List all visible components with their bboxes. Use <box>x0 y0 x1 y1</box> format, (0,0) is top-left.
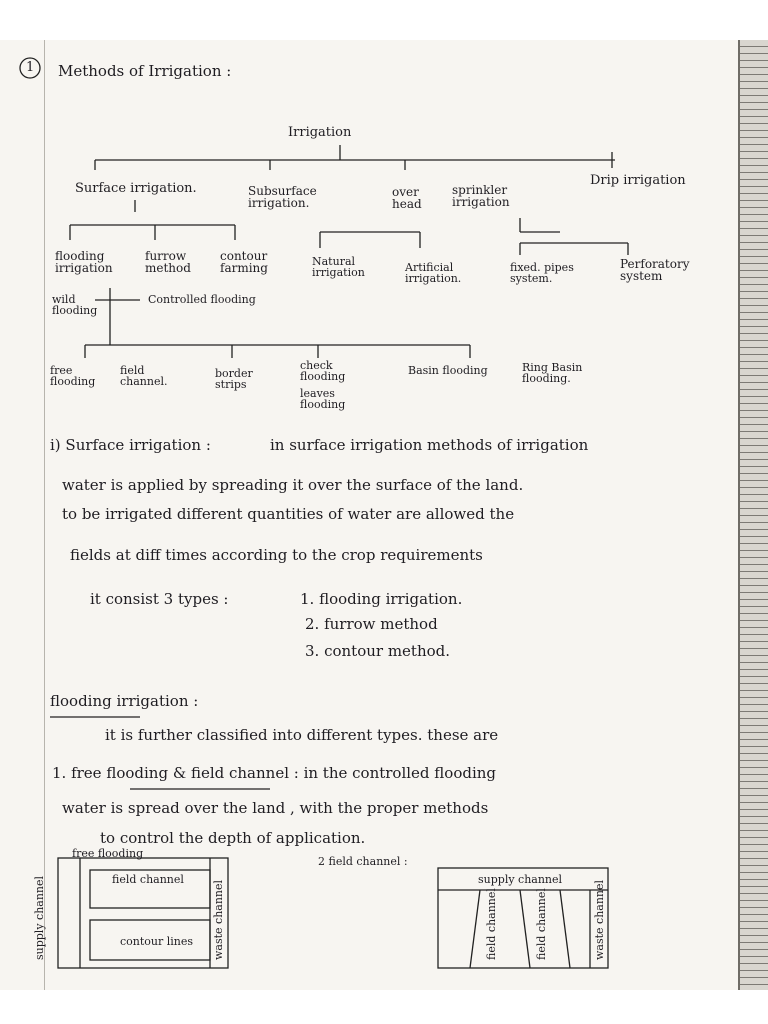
sketch-left-contour: contour lines <box>120 935 194 948</box>
tree-field-channel: field channel. <box>120 364 168 388</box>
section1-line0: in surface irrigation methods of irrigation <box>270 436 589 454</box>
section2-title: flooding irrigation : <box>50 692 199 710</box>
sketch-right-waste: waste channel <box>593 879 606 960</box>
tree-leaves: leaves flooding <box>300 387 346 411</box>
sketch-right-field1: field channel <box>485 888 498 960</box>
tree-root: Irrigation <box>288 125 352 140</box>
tree-controlled: Controlled flooding <box>148 293 256 306</box>
section2-item1: 1. free flooding & field channel : in the controlled flooding <box>52 764 497 782</box>
section1-type2: 2. furrow method <box>305 615 438 633</box>
sketch-left-waste: waste channel <box>212 879 225 960</box>
tree-check: check flooding <box>300 359 346 383</box>
section1-type1: 1. flooding irrigation. <box>300 590 463 608</box>
section1-line2: to be irrigated different quantities of water are allowed the <box>62 505 515 523</box>
sketch-right-field2: field channel <box>535 888 548 960</box>
tree-perforatory: Perforatory system <box>620 257 690 283</box>
section1-consist: it consist 3 types : <box>90 590 229 608</box>
tree-surface: Surface irrigation. <box>75 181 197 196</box>
tree-subsurface: Subsurface irrigation. <box>248 184 317 210</box>
page-heading: Methods of Irrigation : <box>58 62 232 80</box>
tree-furrow: furrow method <box>145 249 191 275</box>
sketch-left-supply: supply channel <box>33 875 46 960</box>
tree-border: border strips <box>215 367 253 391</box>
section1-line3: fields at diff times according to the crop requirements <box>70 546 483 564</box>
tree-free-flooding: free flooding <box>50 364 96 388</box>
heading-number: 1 <box>26 60 35 75</box>
section1-line1: water is applied by spreading it over the surface of the land. <box>62 476 524 494</box>
section2-line1: it is further classified into different types. these are <box>105 726 499 744</box>
tree-flooding: flooding irrigation <box>55 249 113 275</box>
tree-overhead: over head <box>392 185 422 211</box>
sketch-right-caption: 2 field channel : <box>318 855 408 868</box>
tree-drip: Drip irrigation <box>590 173 686 188</box>
tree-fixed: fixed. pipes system. <box>510 261 574 285</box>
section2-line2: water is spread over the land , with the proper methods <box>62 799 489 817</box>
sketch-left-field: field channel <box>112 873 184 886</box>
tree-sprinkler: sprinkler irrigation <box>452 183 510 209</box>
section1-type3: 3. contour method. <box>305 642 451 660</box>
sketch-left-caption: free flooding <box>72 847 144 860</box>
sketch-right-supply: supply channel <box>478 873 563 886</box>
tree-ring-basin: Ring Basin flooding. <box>522 361 583 385</box>
tree-natural: Natural irrigation <box>312 255 365 279</box>
tree-wild: wild flooding <box>52 293 98 317</box>
section2-line3: to control the depth of application. <box>100 829 366 847</box>
tree-basin: Basin flooding <box>408 364 488 377</box>
tree-contour: contour farming <box>220 249 268 275</box>
tree-artificial: Artificial irrigation. <box>405 261 462 285</box>
section1-title: i) Surface irrigation : <box>50 436 211 454</box>
